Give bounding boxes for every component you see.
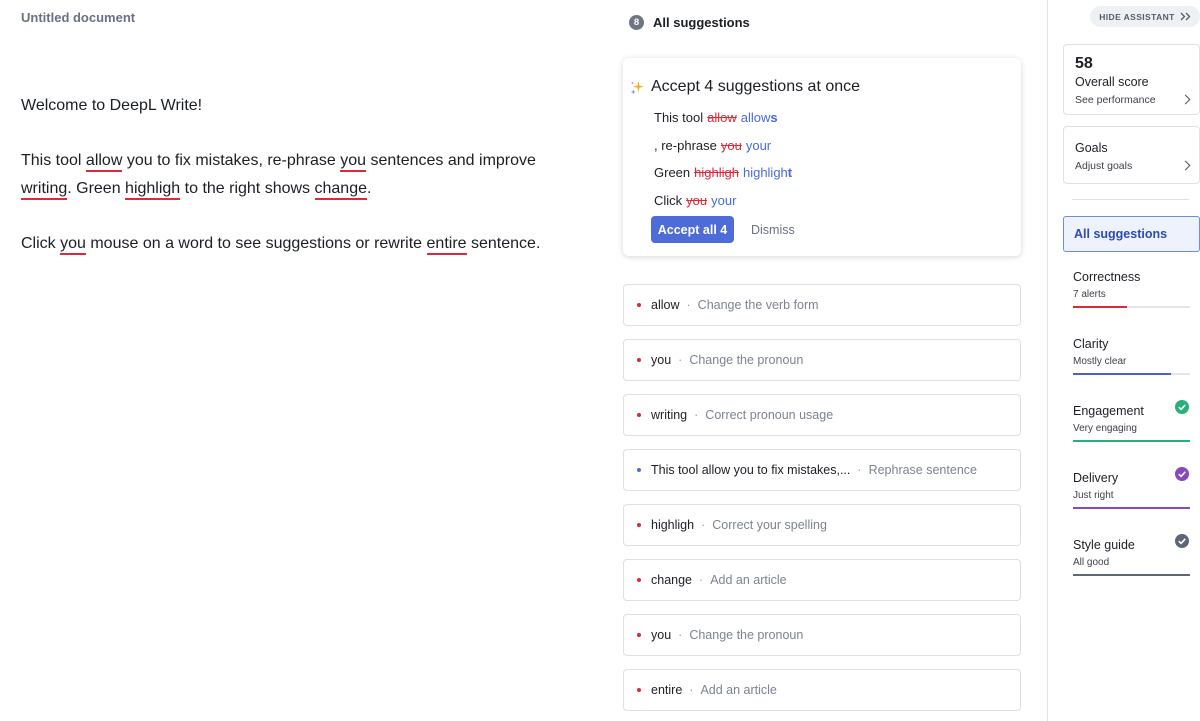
category-progress-bar (1073, 373, 1190, 375)
bulk-item-context: Green (654, 165, 691, 181)
suggestion-description: Change the pronoun (689, 353, 804, 367)
category-progress-fill (1073, 507, 1190, 509)
dismiss-button[interactable]: Dismiss (751, 216, 795, 243)
severity-dot-icon (637, 358, 641, 362)
suggestions-header (629, 13, 750, 31)
suggestion-card[interactable] (623, 394, 1021, 436)
bulk-item-context: Click (654, 192, 683, 208)
category-progress-bar (1073, 440, 1190, 442)
suggestion-word: you (651, 353, 672, 367)
category-progress-fill (1073, 373, 1171, 375)
category-progress-bar (1073, 306, 1190, 308)
suggestion-description: Change the verb form (697, 298, 819, 312)
bulk-item-old: highligh (694, 165, 739, 181)
bulk-item-context: This tool (654, 110, 704, 126)
overall-score-card[interactable] (1063, 44, 1200, 115)
assistant-panel (1047, 0, 1200, 721)
editor[interactable] (21, 92, 581, 285)
severity-dot-icon (637, 413, 641, 417)
flagged-word[interactable]: you (60, 235, 86, 255)
suggestion-separator: · (701, 518, 706, 532)
check-circle-icon (1175, 400, 1189, 414)
check-circle-icon (1175, 467, 1189, 481)
divider (1072, 199, 1189, 200)
bulk-item (654, 159, 792, 187)
editor-paragraph: This tool allow you to fix mistakes, re-phrase you sentences and improve writing. Green highligh to the right shows change. (21, 147, 581, 202)
bulk-item-new-change: t (787, 165, 793, 181)
editor-paragraph: Welcome to DeepL Write! (21, 97, 203, 114)
overall-score-label: Overall score (1075, 75, 1149, 89)
suggestion-separator: · (678, 628, 683, 642)
chevron-right-icon (1181, 161, 1191, 171)
suggestion-card[interactable] (623, 339, 1021, 381)
accept-all-button[interactable]: Accept all 4 (651, 216, 734, 243)
chevron-right-icon (1181, 95, 1191, 105)
suggestion-card[interactable] (623, 559, 1021, 601)
category-status: Mostly clear (1073, 356, 1127, 367)
suggestion-card[interactable] (623, 284, 1021, 326)
suggestion-word: writing (651, 408, 688, 422)
severity-dot-icon (637, 303, 641, 307)
category-status: Just right (1073, 490, 1114, 501)
suggestion-card[interactable] (623, 614, 1021, 656)
sparkle-icon (630, 80, 645, 95)
bulk-item-context: , re-phrase (654, 137, 717, 153)
category-name: Clarity (1073, 337, 1109, 351)
bulk-list (654, 104, 792, 214)
flagged-word[interactable]: you (340, 152, 366, 172)
category-status: 7 alerts (1073, 289, 1106, 300)
bulk-item-new: allows (740, 110, 778, 126)
suggestion-word: allow (651, 298, 680, 312)
category-status: Very engaging (1073, 423, 1137, 434)
suggestion-word: entire (651, 683, 683, 697)
check-circle-icon (1175, 534, 1189, 548)
bulk-item-new: your (711, 192, 737, 208)
category-engagement[interactable] (1063, 404, 1200, 460)
suggestion-description: Correct your spelling (712, 518, 827, 532)
category-name: Style guide (1073, 538, 1135, 552)
suggestion-card[interactable] (623, 504, 1021, 546)
flagged-word[interactable]: highligh (125, 180, 180, 200)
category-progress-fill (1073, 574, 1190, 576)
suggestion-description: Add an article (710, 573, 787, 587)
severity-dot-icon (637, 578, 641, 582)
category-style-guide[interactable] (1063, 538, 1200, 594)
flagged-word[interactable]: change (315, 180, 368, 200)
goals-label: Goals (1075, 141, 1108, 155)
suggestion-separator: · (857, 463, 862, 477)
bulk-item (654, 132, 792, 160)
suggestion-description: Change the pronoun (689, 628, 804, 642)
suggestion-word: highligh (651, 518, 695, 532)
suggestion-word: you (651, 628, 672, 642)
suggestion-separator: · (699, 573, 704, 587)
category-progress-bar (1073, 507, 1190, 509)
suggestion-count-badge: 8 (629, 15, 644, 30)
hide-assistant-button[interactable] (1090, 6, 1200, 27)
flagged-word[interactable]: entire (427, 235, 467, 255)
goals-card[interactable] (1063, 126, 1200, 184)
bulk-item-old: you (720, 137, 742, 153)
category-progress-fill (1073, 440, 1190, 442)
category-status: All good (1073, 557, 1110, 568)
category-name: Delivery (1073, 471, 1119, 485)
category-progress-bar (1073, 574, 1190, 576)
adjust-goals-link[interactable]: Adjust goals (1075, 160, 1133, 172)
category-name: Correctness (1073, 270, 1141, 284)
bulk-item-new: your (745, 137, 772, 153)
severity-dot-icon (637, 633, 641, 637)
editor-paragraph: Click you mouse on a word to see suggestions or rewrite entire sentence. (21, 230, 581, 258)
bulk-item-new: highlight (742, 165, 793, 181)
suggestion-card[interactable] (623, 669, 1021, 711)
suggestion-separator: · (694, 408, 699, 422)
bulk-item-old: allow (707, 110, 737, 126)
all-suggestions-button[interactable]: All suggestions (1063, 216, 1200, 252)
document-title: Untitled document (21, 10, 136, 25)
suggestion-separator: · (678, 353, 683, 367)
category-name: Engagement (1073, 404, 1144, 418)
flagged-word[interactable]: allow (86, 152, 122, 172)
suggestion-word: change (651, 573, 693, 587)
suggestion-card[interactable] (623, 449, 1021, 491)
double-chevron-right-icon (1180, 12, 1191, 21)
severity-dot-icon (637, 523, 641, 527)
suggestion-description: Correct pronoun usage (705, 408, 834, 422)
category-delivery[interactable] (1063, 471, 1200, 527)
suggestion-description: Rephrase sentence (868, 463, 977, 477)
suggestion-word: This tool allow you to fix mistakes,... (651, 463, 851, 477)
suggestion-separator: · (686, 298, 691, 312)
category-progress-fill (1073, 306, 1127, 308)
category-correctness[interactable] (1063, 270, 1200, 326)
suggestion-separator: · (689, 683, 694, 697)
bulk-item-new-change: s (770, 110, 778, 126)
category-clarity[interactable] (1063, 337, 1200, 393)
bulk-item (654, 104, 792, 132)
severity-dot-icon (637, 468, 641, 472)
bulk-header (630, 78, 860, 96)
suggestion-description: Add an article (700, 683, 777, 697)
flagged-word[interactable]: writing (21, 180, 67, 200)
bulk-suggestion-card (623, 58, 1021, 256)
bulk-item (654, 187, 792, 215)
suggestions-title: All suggestions (653, 14, 750, 30)
bulk-title: Accept 4 suggestions at once (651, 78, 861, 95)
see-performance-link[interactable]: See performance (1075, 94, 1156, 106)
bulk-item-old: you (686, 192, 708, 208)
severity-dot-icon (637, 688, 641, 692)
hide-assistant-label: HIDE ASSISTANT (1099, 11, 1175, 22)
overall-score-value: 58 (1075, 55, 1093, 72)
